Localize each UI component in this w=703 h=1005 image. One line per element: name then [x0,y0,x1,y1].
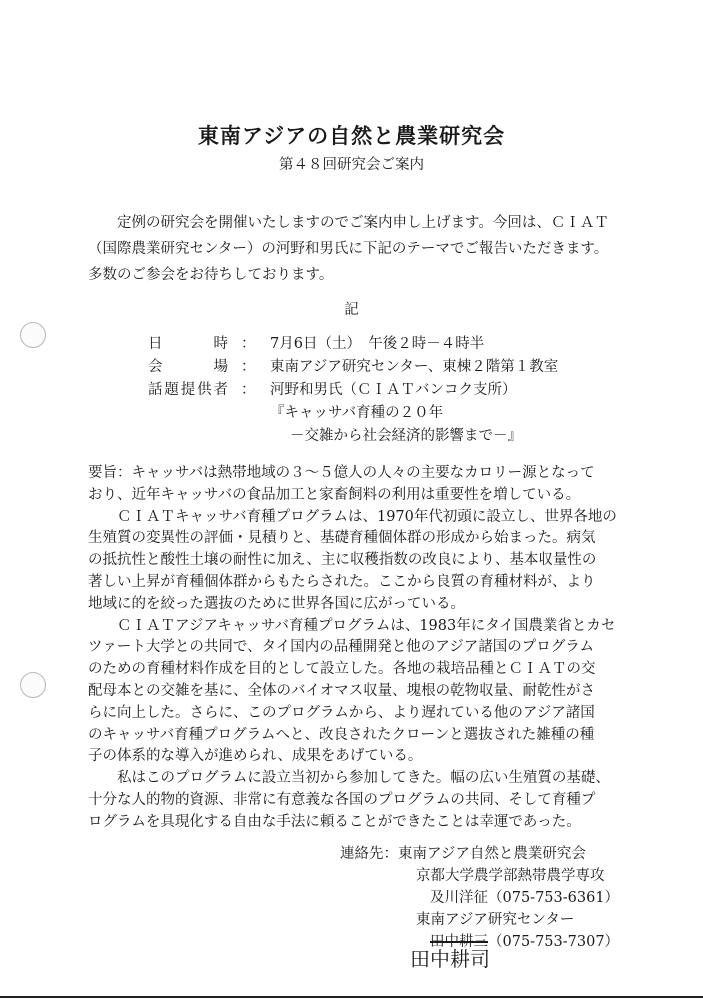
intro-line: （国際農業研究センター）の河野和男氏に下記のテーマでご報告いただきます。 [88,241,609,257]
punch-hole [20,672,46,698]
summary-line: の抵抗性と酸性土壌の耐性に加え、主に収穫指数の改良により、基本収量性の [88,552,597,569]
summary-line: 地域に的を絞った選抜のために世界各国に広がっている。 [88,595,465,612]
topic-line: －交雑から社会経済的影響まで－』 [290,428,522,444]
venue-colon: ： [241,359,256,375]
speaker-colon: ： [241,382,256,398]
page-subtitle: 第４８回研究会ご案内 [279,157,424,173]
summary-line: のキャッサバ育種プログラムへと、改良されたクローンと選抜された雑種の種 [88,726,595,743]
summary-line: のための育種材料作成を目的として設立した。各地の栽培品種とＣＩＡＴの交 [88,661,596,678]
summary-line: ツァート大学との共同で、タイ国内の品種開発と他のアジア諸国のプログラム [88,639,595,656]
intro-line: 多数のご参会をお待ちしております。 [88,267,334,283]
speaker-value: 河野和男氏（ＣＩＡＴバンコク支所） [270,382,517,398]
page-title: 東南アジアの自然と農業研究会 [197,124,506,148]
summary-line: 要旨：キャッサバは熱帯地域の３～５億人の人々の主要なカロリー源となって [88,465,595,481]
summary-line: 生殖質の変異性の評価・見積りと、基礎育種個体群の形成から始まった。病気 [88,530,596,547]
speaker-label: 話題提供者 [148,382,228,398]
contact-block [340,843,620,953]
bottom-edge [0,996,703,998]
contact-center: 東南アジア研究センター [416,912,575,928]
summary-line: 子の体系的な導入が進められ、成果をあげている。 [88,748,423,765]
venue-label: 会 場 [148,359,228,375]
summary-line: 私はこのプログラムに設立当初から参加してきた。幅の広い生殖質の基礎、 [117,770,610,787]
date-value: 7月6日（土） 午後２時－４時半 [270,336,485,352]
summary-line: おり、近年キャッサバの食品加工と家畜飼料の利用は重要性を増している。 [88,486,581,503]
ki-heading: 記 [344,302,359,318]
summary-line: 著しい上昇が育種個体群からもたらされた。ここから良質の育種材料が、より [88,573,596,590]
contact-heading: 連絡先：東南アジア自然と農業研究会 [340,846,586,862]
contact-dept: 京都大学農学部熱帯農学専攻 [416,868,605,884]
intro-paragraph [88,210,628,288]
venue-value: 東南アジア研究センター、東棟２階第１教室 [270,359,559,375]
summary-line: ＣＩＡＴアジアキャッサバ育種プログラムは、1983年にタイ国農業省とカセ [117,617,616,634]
contact-person: 及川洋征（075-753-6361） [430,890,620,906]
summary-line: 配母本との交雑を基に、全体のバイオマス収量、塊根の乾物収量、耐乾性がさ [88,682,596,699]
topic-line: 『キャッサバ育種の２０年 [270,405,444,421]
intro-line: 定例の研究会を開催いたしますのでご案内申し上げます。今回は、ＣＩＡＴ [117,215,609,231]
summary-section [88,463,628,834]
summary-line: ログラムを具現化する自由な手法に頼ることができたことは幸運であった。 [88,813,581,830]
summary-line: 十分な人的物的資源、非常に有意義な各国のプログラムの共同、そして育種プ [88,791,596,808]
date-label: 日 時 [148,336,228,352]
handwritten-correction: 田中耕司 [410,947,490,971]
date-colon: ： [241,336,256,352]
contact-phone: （075-753-7307） [488,934,620,950]
summary-line: らに向上した。さらに、このプログラムから、より遅れている他のアジア諸国 [88,704,595,721]
punch-hole [20,322,46,348]
struck-name: 田中耕三 [430,934,488,950]
summary-line: ＣＩＡＴキャッサバ育種プログラムは、1970年代初頭に設立し、世界各地の [117,508,617,525]
